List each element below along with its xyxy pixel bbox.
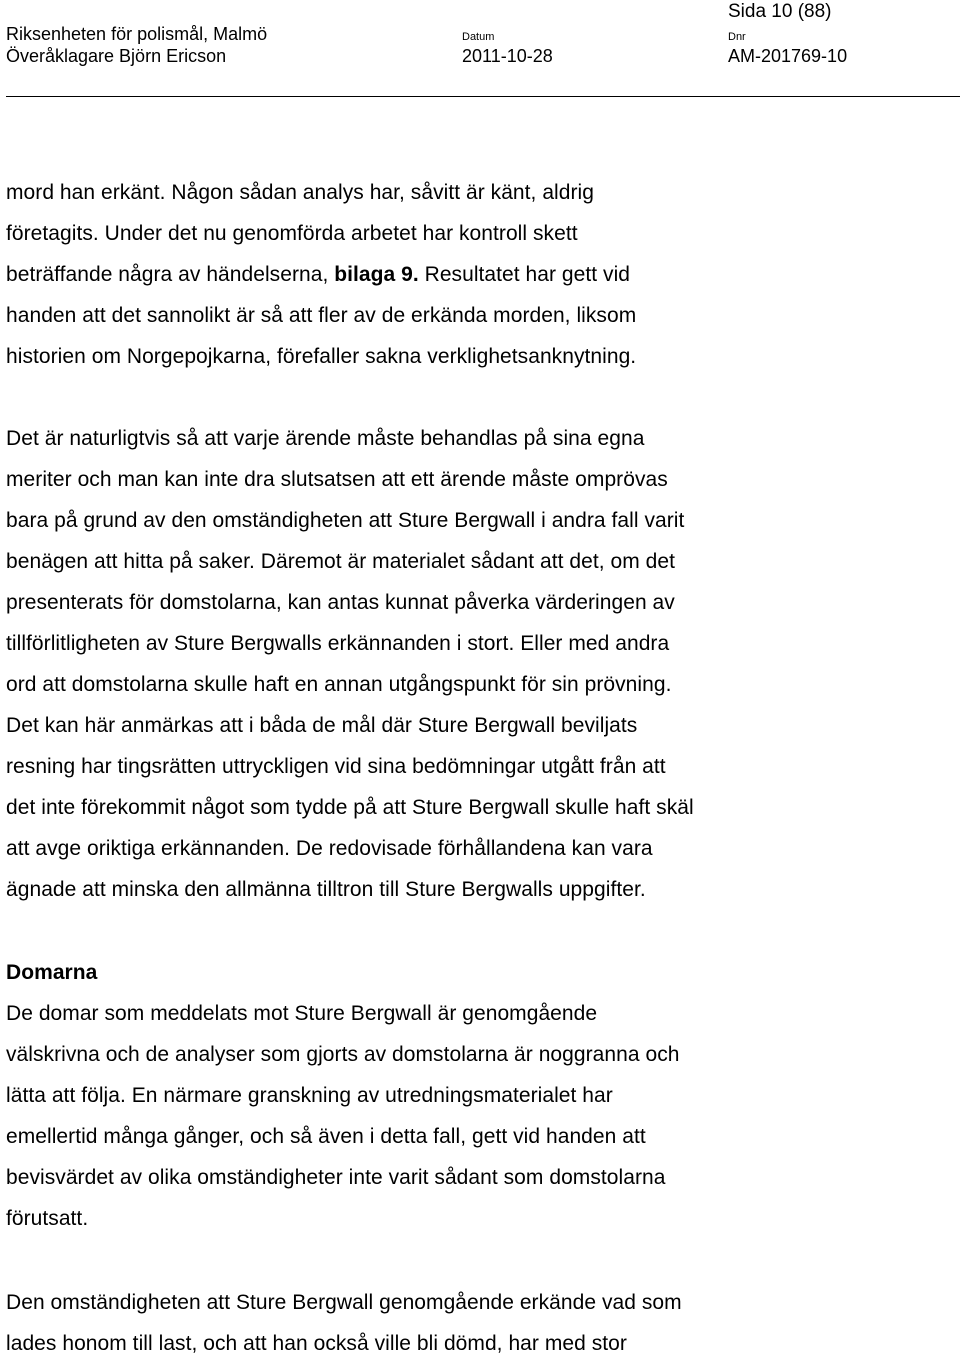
paragraph-2 xyxy=(6,418,956,910)
text-run: Resultatet har gett vid xyxy=(418,263,631,286)
text-line: förutsatt. xyxy=(6,1207,89,1230)
text-line: handen att det sannolikt är så att fler av de erkända morden, liksom xyxy=(6,304,637,327)
text-line: presenterats för domstolarna, kan antas kunnat påverka värderingen av xyxy=(6,591,675,614)
text-line: benägen att hitta på saker. Däremot är materialet sådant att det, om det xyxy=(6,550,675,573)
date-value: 2011-10-28 xyxy=(462,46,553,66)
header-divider xyxy=(6,96,960,97)
text-line: Den omständigheten att Sture Bergwall genomgående erkände vad som xyxy=(6,1291,682,1314)
text-line: ägnade att minska den allmänna tilltron till Sture Bergwalls uppgifter. xyxy=(6,878,646,901)
dnr-label: Dnr xyxy=(728,31,746,43)
text-line xyxy=(6,254,956,295)
text-line: välskrivna och de analyser som gjorts av domstolarna är noggranna och xyxy=(6,1043,680,1066)
paragraph-1 xyxy=(6,172,956,377)
text-run: beträffande några av händelserna, xyxy=(6,263,335,286)
text-line: bevisvärdet av olika omständigheter inte varit sådant som domstolarna xyxy=(6,1166,666,1189)
organization-name: Riksenheten för polismål, Malmö xyxy=(6,24,268,44)
author-name: Överåklagare Björn Ericson xyxy=(6,46,227,66)
text-line: mord han erkänt. Någon sådan analys har, såvitt är känt, aldrig xyxy=(6,181,594,204)
text-line: emellertid många gånger, och så även i detta fall, gett vid handen att xyxy=(6,1125,646,1148)
section-heading: Domarna xyxy=(6,961,98,984)
date-label: Datum xyxy=(462,31,495,43)
text-line: bara på grund av den omständigheten att Sture Bergwall i andra fall varit xyxy=(6,509,685,532)
text-line: ord att domstolarna skulle haft en annan utgångspunkt för sin prövning. xyxy=(6,673,672,696)
text-line: De domar som meddelats mot Sture Bergwall är genomgående xyxy=(6,1002,598,1025)
text-line: tillförlitligheten av Sture Bergwalls erkännanden i stort. Eller med andra xyxy=(6,632,670,655)
paragraph-4 xyxy=(6,1282,956,1356)
text-line: lades honom till last, och att han också ville bli dömd, har med stor xyxy=(6,1332,627,1355)
text-line: företagits. Under det nu genomförda arbetet har kontroll skett xyxy=(6,222,578,245)
text-line: resning har tingsrätten uttryckligen vid sina bedömningar utgått från att xyxy=(6,755,666,778)
text-line: historien om Norgepojkarna, förefaller sakna verklighetsanknytning. xyxy=(6,345,637,368)
text-line: Det är naturligtvis så att varje ärende måste behandlas på sina egna xyxy=(6,427,645,450)
text-line: det inte förekommit något som tydde på att Sture Bergwall skulle haft skäl xyxy=(6,796,694,819)
text-line: lätta att följa. En närmare granskning av utredningsmaterialet har xyxy=(6,1084,613,1107)
page-number: Sida 10 (88) xyxy=(728,1,832,22)
paragraph-3 xyxy=(6,993,956,1239)
text-line: att avge oriktiga erkännanden. De redovisade förhållandena kan vara xyxy=(6,837,653,860)
attachment-reference: bilaga 9. xyxy=(334,263,419,286)
text-line: meriter och man kan inte dra slutsatsen att ett ärende måste omprövas xyxy=(6,468,668,491)
dnr-value: AM-201769-10 xyxy=(728,46,848,66)
text-line: Det kan här anmärkas att i båda de mål där Sture Bergwall beviljats xyxy=(6,714,638,737)
